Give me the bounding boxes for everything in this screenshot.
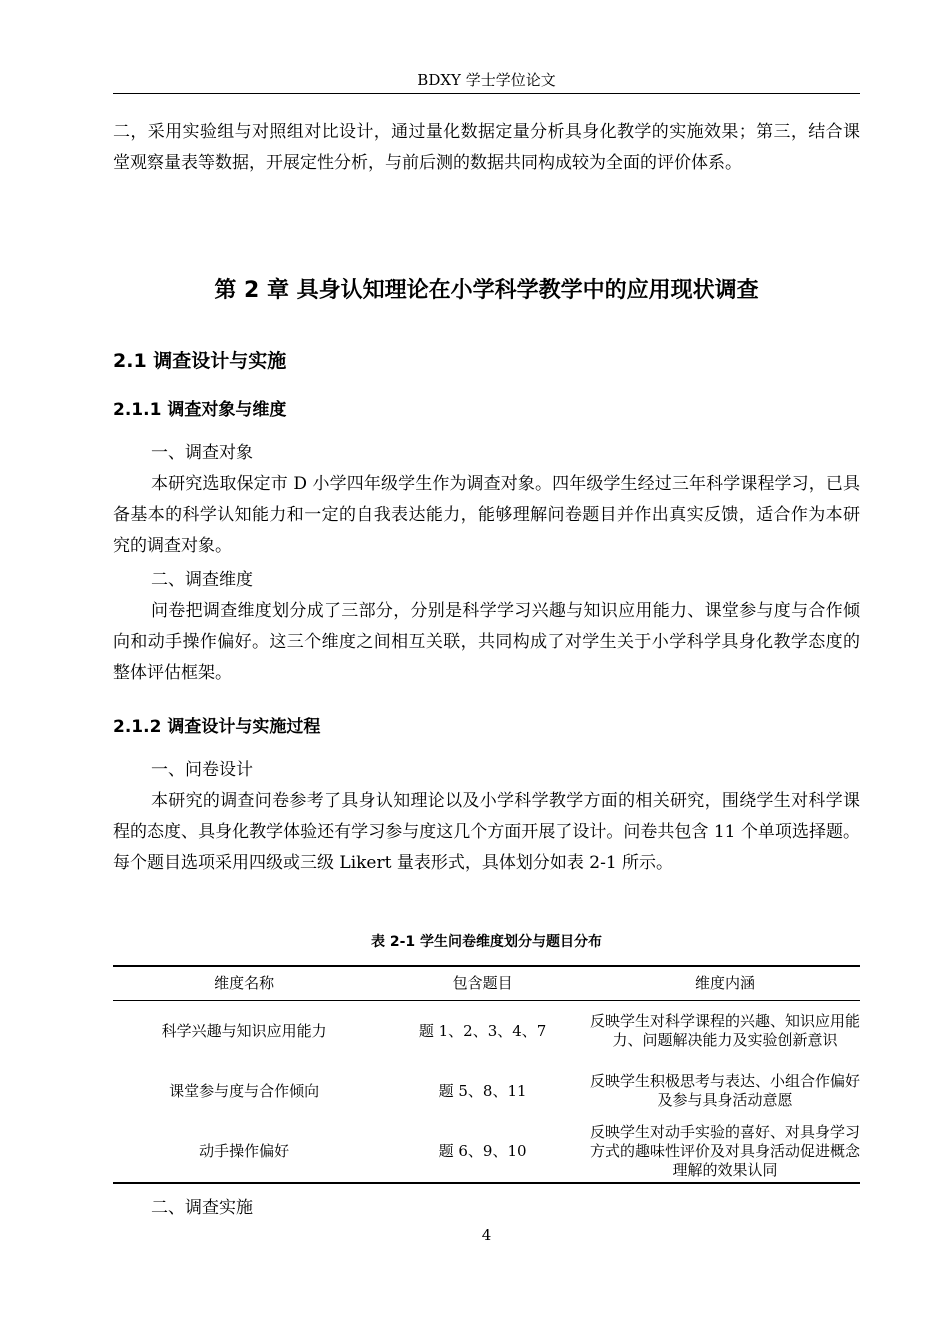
item-heading-dimensions: 二、调查维度 (151, 570, 253, 590)
item-heading-implementation: 二、调查实施 (151, 1198, 253, 1218)
table-cell: 题 1、2、3、4、7 (418, 1021, 547, 1040)
table-cell-text: 反映学生对动手实验的喜好、对具身学习方式的趣味性评价及对具身活动促进概念理解的效果认同 (589, 1123, 860, 1179)
table-cell (590, 1061, 860, 1121)
section-heading-2-1-2: 2.1.2 调查设计与实施过程 (113, 717, 321, 737)
table-cell: 科学兴趣与知识应用能力 (161, 1021, 327, 1040)
table-cell: 动手操作偏好 (113, 1121, 375, 1183)
section-heading-2-1: 2.1 调查设计与实施 (113, 350, 287, 372)
section-heading-2-1-1: 2.1.1 调查对象与维度 (113, 400, 287, 420)
table-cell-text: 反映学生积极思考与表达、小组合作偏好及参与具身活动意愿 (589, 1072, 860, 1109)
table-row (113, 1121, 860, 1183)
table-cell-text: 反映学生对科学课程的兴趣、知识应用能力、问题解决能力及实验创新意识 (589, 1012, 860, 1049)
table-header-row (113, 966, 860, 1001)
subjects-paragraph: 本研究选取保定市 D 小学四年级学生作为调查对象。四年级学生经过三年科学课程学习，已具备基本的科学认知能力和一定的自我表达能力，能够理解问卷题目并作出真实反馈，适合作为本研究的调查对象。 (113, 474, 860, 556)
intro-paragraph: 二，采用实验组与对照组对比设计，通过量化数据定量分析具身化教学的实施效果；第三，结合课堂观察量表等数据，开展定性分析，与前后测的数据共同构成较为全面的评价体系。 (113, 122, 860, 173)
running-header: BDXY 学士学位论文 (417, 71, 556, 89)
dimension-table (113, 965, 860, 1184)
table-cell: 题 5、8、11 (438, 1081, 527, 1100)
dimensions-paragraph: 问卷把调查维度划分成了三部分，分别是科学学习兴趣与知识应用能力、课堂参与度与合作倾向和动手操作偏好。这三个维度之间相互关联，共同构成了对学生关于小学科学具身化教学态度的整体评估框架。 (113, 601, 860, 683)
column-header: 维度内涵 (590, 966, 860, 1001)
table-cell (590, 1121, 860, 1183)
table-caption: 表 2-1 学生问卷维度划分与题目分布 (370, 934, 603, 950)
chapter-title: 第 2 章 具身认知理论在小学科学教学中的应用现状调查 (214, 278, 759, 303)
item-heading-subjects: 一、调查对象 (151, 443, 253, 463)
table-cell: 课堂参与度与合作倾向 (169, 1081, 320, 1100)
table-cell: 题 6、9、10 (375, 1121, 590, 1183)
header-rule (113, 93, 860, 94)
column-header: 维度名称 (113, 966, 375, 1001)
column-header: 包含题目 (375, 966, 590, 1001)
page-number: 4 (481, 1226, 492, 1244)
item-heading-questionnaire: 一、问卷设计 (151, 760, 253, 780)
table-row (113, 1061, 860, 1121)
questionnaire-paragraph: 本研究的调查问卷参考了具身认知理论以及小学科学教学方面的相关研究，围绕学生对科学课程的态度、具身化教学体验还有学习参与度这几个方面开展了设计。问卷共包含 11 个单项选择题。每个题目选项采用四级或三级 Likert 量表形式，具体划分如表 2-1 所示。 (113, 791, 860, 873)
table-cell (590, 1001, 860, 1062)
table-row (113, 1001, 860, 1062)
